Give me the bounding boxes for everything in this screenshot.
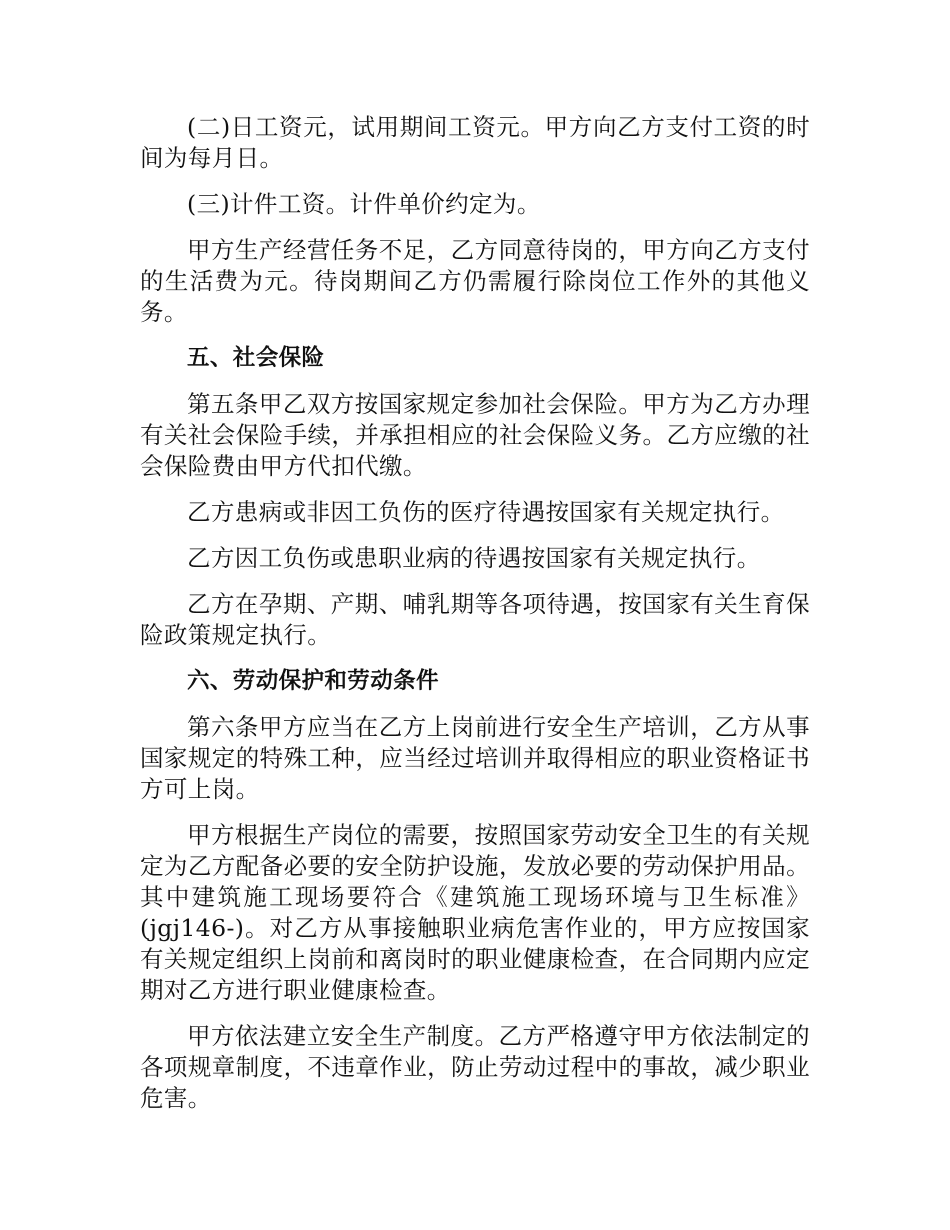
document-body [140, 112, 810, 1129]
paragraph-standby-allowance: 甲方生产经营任务不足，乙方同意待岗的，甲方向乙方支付的生活费为元。待岗期间乙方仍需履行除岗位工作外的其他义务。 [140, 236, 810, 326]
paragraph-illness-treatment: 乙方患病或非因工负伤的医疗待遇按国家有关规定执行。 [187, 498, 785, 526]
paragraph-work-injury: 乙方因工负伤或患职业病的待遇按国家有关规定执行。 [187, 544, 761, 572]
paragraph-safety-rules: 甲方依法建立安全生产制度。乙方严格遵守甲方依法制定的各项规章制度，不违章作业，防止劳动过程中的事故，减少职业危害。 [140, 1022, 810, 1112]
paragraph-piece-wage: (三)计件工资。计件单价约定为。 [187, 190, 541, 218]
paragraph-maternity: 乙方在孕期、产期、哺乳期等各项待遇，按国家有关生育保险政策规定执行。 [140, 590, 810, 649]
paragraph-protective-equipment: 甲方根据生产岗位的需要，按照国家劳动安全卫生的有关规定为乙方配备必要的安全防护设施，发放必要的劳动保护用品。其中建筑施工现场要符合《建筑施工现场环境与卫生标准》(jgj146-)。对乙方从事接触职业病危害作业的，甲方应按国家有关规定组织上岗前和离岗时的职业健康检查，在合同期内应定期对乙方进行职业健康检查。 [140, 821, 810, 1004]
section-heading-social-insurance: 五、社会保险 [187, 345, 325, 371]
paragraph-daily-wage: (二)日工资元，试用期间工资元。甲方向乙方支付工资的时间为每月日。 [140, 113, 810, 172]
paragraph-article-six: 第六条甲方应当在乙方上岗前进行安全生产培训，乙方从事国家规定的特殊工种，应当经过培训并取得相应的职业资格证书方可上岗。 [140, 713, 810, 803]
paragraph-article-five: 第五条甲乙双方按国家规定参加社会保险。甲方为乙方办理有关社会保险手续，并承担相应的社会保险义务。乙方应缴的社会保险费由甲方代扣代缴。 [140, 390, 810, 480]
section-heading-labor-protection: 六、劳动保护和劳动条件 [187, 668, 439, 694]
